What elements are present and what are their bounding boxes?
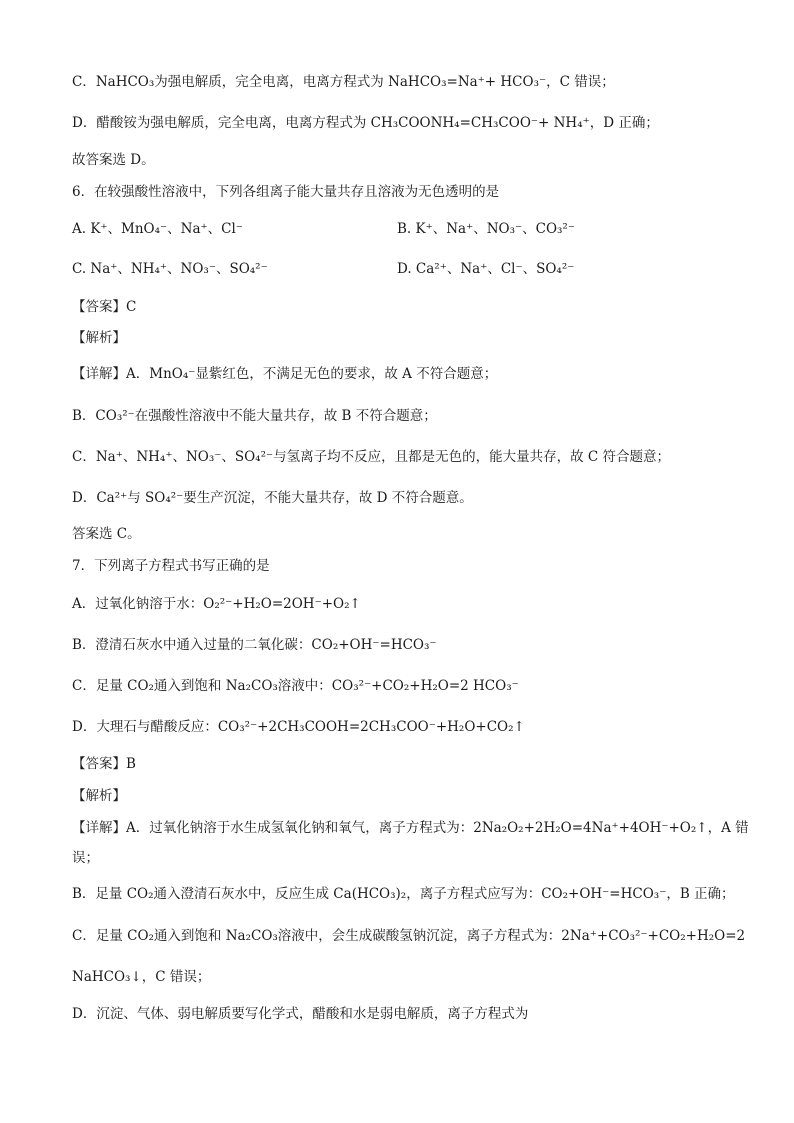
question-7-option-b: B．澄清石灰水中通入过量的二氧化碳：CO₂+OH⁻=HCO₃⁻ xyxy=(72,637,437,653)
explanation-a: 【详解】A．MnO₄⁻显紫红色，不满足无色的要求，故 A 不符合题意； xyxy=(72,366,498,382)
explanation-7-c-cont: NaHCO₃↓，C 错误； xyxy=(72,969,211,985)
answer-label: 【答案】C xyxy=(72,299,137,315)
question-7-option-d: D．大理石与醋酸反应：CO₃²⁻+2CH₃COOH=2CH₃COO⁻+H₂O+CO₂↑ xyxy=(72,719,525,735)
explanation-7-c: C．足量 CO₂通入到饱和 Na₂CO₃溶液中，会生成碳酸氢钠沉淀，离子方程式为：2Na⁺+CO₃²⁻+CO₂+H₂O=2 xyxy=(72,928,746,944)
explanation-d: D．Ca²⁺与 SO₄²⁻要生产沉淀，不能大量共存，故 D 不符合题意。 xyxy=(72,490,473,506)
answer-conclusion-6: 答案选 C。 xyxy=(72,526,141,542)
explanation-7-a-cont: 误； xyxy=(72,850,99,866)
question-6-option-a: A. K⁺、MnO₄⁻、Na⁺、Cl⁻ xyxy=(72,221,243,237)
question-7-option-a: A．过氧化钠溶于水：O₂²⁻+H₂O=2OH⁻+O₂↑ xyxy=(72,596,361,612)
question-7-stem: 7．下列离子方程式书写正确的是 xyxy=(72,558,270,574)
explanation-b: B．CO₃²⁻在强酸性溶液中不能大量共存，故 B 不符合题意； xyxy=(72,408,437,424)
text-line-d-ammonium-acetate: D．醋酸铵为强电解质，完全电离，电离方程式为 CH₃COONH₄=CH₃COO⁻+ NH₄⁺，D 正确； xyxy=(72,115,659,131)
question-7-option-c: C．足量 CO₂通入到饱和 Na₂CO₃溶液中：CO₃²⁻+CO₂+H₂O=2 HCO₃⁻ xyxy=(72,678,519,694)
explanation-7-a: 【详解】A．过氧化钠溶于水生成氢氧化钠和氧气，离子方程式为：2Na₂O₂+2H₂O=4Na⁺+4OH⁻+O₂↑，A 错 xyxy=(72,820,749,836)
explanation-c: C．Na⁺、NH₄⁺、NO₃⁻、SO₄²⁻与氢离子均不反应，且都是无色的，能大量共存，故 C 符合题意； xyxy=(72,449,671,465)
question-6-stem: 6．在较强酸性溶液中，下列各组离子能大量共存且溶液为无色透明的是 xyxy=(72,184,500,200)
question-6-option-d: D. Ca²⁺、Na⁺、Cl⁻、SO₄²⁻ xyxy=(397,261,575,277)
question-6-option-c: C. Na⁺、NH₄⁺、NO₃⁻、SO₄²⁻ xyxy=(72,261,268,277)
question-6-option-b: B. K⁺、Na⁺、NO₃⁻、CO₃²⁻ xyxy=(397,221,575,237)
explanation-7-d: D．沉淀、气体、弱电解质要写化学式，醋酸和水是弱电解质，离子方程式为 xyxy=(72,1006,529,1022)
text-line-c-nahco3: C．NaHCO₃为强电解质，完全电离，电离方程式为 NaHCO₃=Na⁺+ HCO₃⁻，C 错误； xyxy=(72,74,615,90)
explanation-7-b: B．足量 CO₂通入澄清石灰水中，反应生成 Ca(HCO₃)₂，离子方程式应写为：CO₂+OH⁻=HCO₃⁻，B 正确； xyxy=(72,886,735,902)
answer-conclusion: 故答案选 D。 xyxy=(72,152,155,168)
analysis-label-7: 【解析】 xyxy=(72,788,126,804)
analysis-label: 【解析】 xyxy=(72,330,126,346)
answer-label-7: 【答案】B xyxy=(72,756,136,772)
